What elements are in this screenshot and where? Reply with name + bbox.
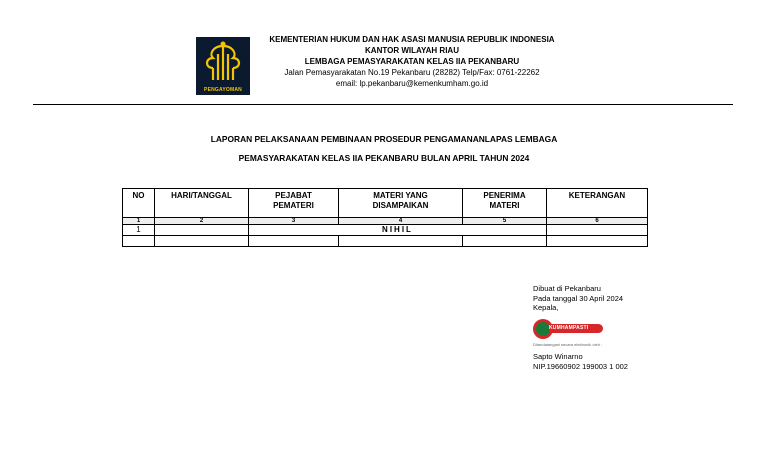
empty-cell [339,236,463,247]
col-header-material: MATERI YANG DISAMPAIKAN [339,189,463,218]
empty-cell [249,236,339,247]
signer-block [533,352,628,371]
sign-date: Pada tanggal 30 April 2024 [533,293,624,303]
signer-name: Sapto Winarno [533,352,583,361]
col-number: 6 [547,218,648,225]
ministry-logo [196,37,250,95]
sign-place: Dibuat di Pekanbaru [533,284,601,293]
table-row [123,225,648,236]
stamp-emblem-icon [536,322,550,336]
address-line: Jalan Pemasyarakatan No.19 Pekanbaru (28282) Telp/Fax: 0761-22262 [284,68,540,77]
empty-cell [155,236,249,247]
nihil-cell: NIHIL [249,225,547,236]
institution-name: LEMBAGA PEMASYARAKATAN KELAS IIA PEKANBARU [304,57,520,66]
report-title-line1: LAPORAN PELAKSANAAN PEMBINAAN PROSEDUR PENGAMANANLAPAS LEMBAGA [210,134,558,144]
col-header-speaker: PEJABAT PEMATERI [249,189,339,218]
regional-office: KANTOR WILAYAH RIAU [365,46,459,55]
table-header-row [123,189,648,218]
email-line: email: lp.pekanbaru@kemenkumham.go.id [335,79,489,88]
col-header-date: HARI/TANGGAL [155,189,249,218]
row-notes-cell [547,225,648,236]
row-no: 1 [123,225,155,236]
logo-caption: PENGAYOMAN [204,87,242,93]
stamp-text: KUMHAMPASTI [549,325,589,331]
column-number-row [123,218,648,225]
report-table [122,188,648,247]
signature-block [533,284,623,313]
col-number: 3 [249,218,339,225]
col-number: 4 [339,218,463,225]
electronic-signature-stamp [533,319,605,341]
col-number: 5 [463,218,547,225]
digital-signature-note: Ditandatangani secara elektronik oleh : [533,342,603,347]
col-header-no: NO [123,189,155,218]
col-number: 2 [155,218,249,225]
col-header-recipient: PENERIMA MATERI [463,189,547,218]
letterhead [262,34,562,89]
row-date-cell [155,225,249,236]
table-row [123,236,648,247]
report-title-line2: PEMASYARAKATAN KELAS IIA PEKANBARU BULAN APRIL TAHUN 2024 [238,153,530,163]
pengayoman-tree-icon [199,40,247,84]
report-title [120,130,648,168]
empty-cell [123,236,155,247]
sign-role: Kepala, [533,303,559,312]
col-header-notes: KETERANGAN [547,189,648,218]
empty-cell [463,236,547,247]
signer-nip: NIP.19660902 199003 1 002 [533,361,628,371]
ministry-name: KEMENTERIAN HUKUM DAN HAK ASASI MANUSIA REPUBLIK INDONESIA [269,35,555,44]
col-number: 1 [123,218,155,225]
empty-cell [547,236,648,247]
header-divider [33,104,733,105]
